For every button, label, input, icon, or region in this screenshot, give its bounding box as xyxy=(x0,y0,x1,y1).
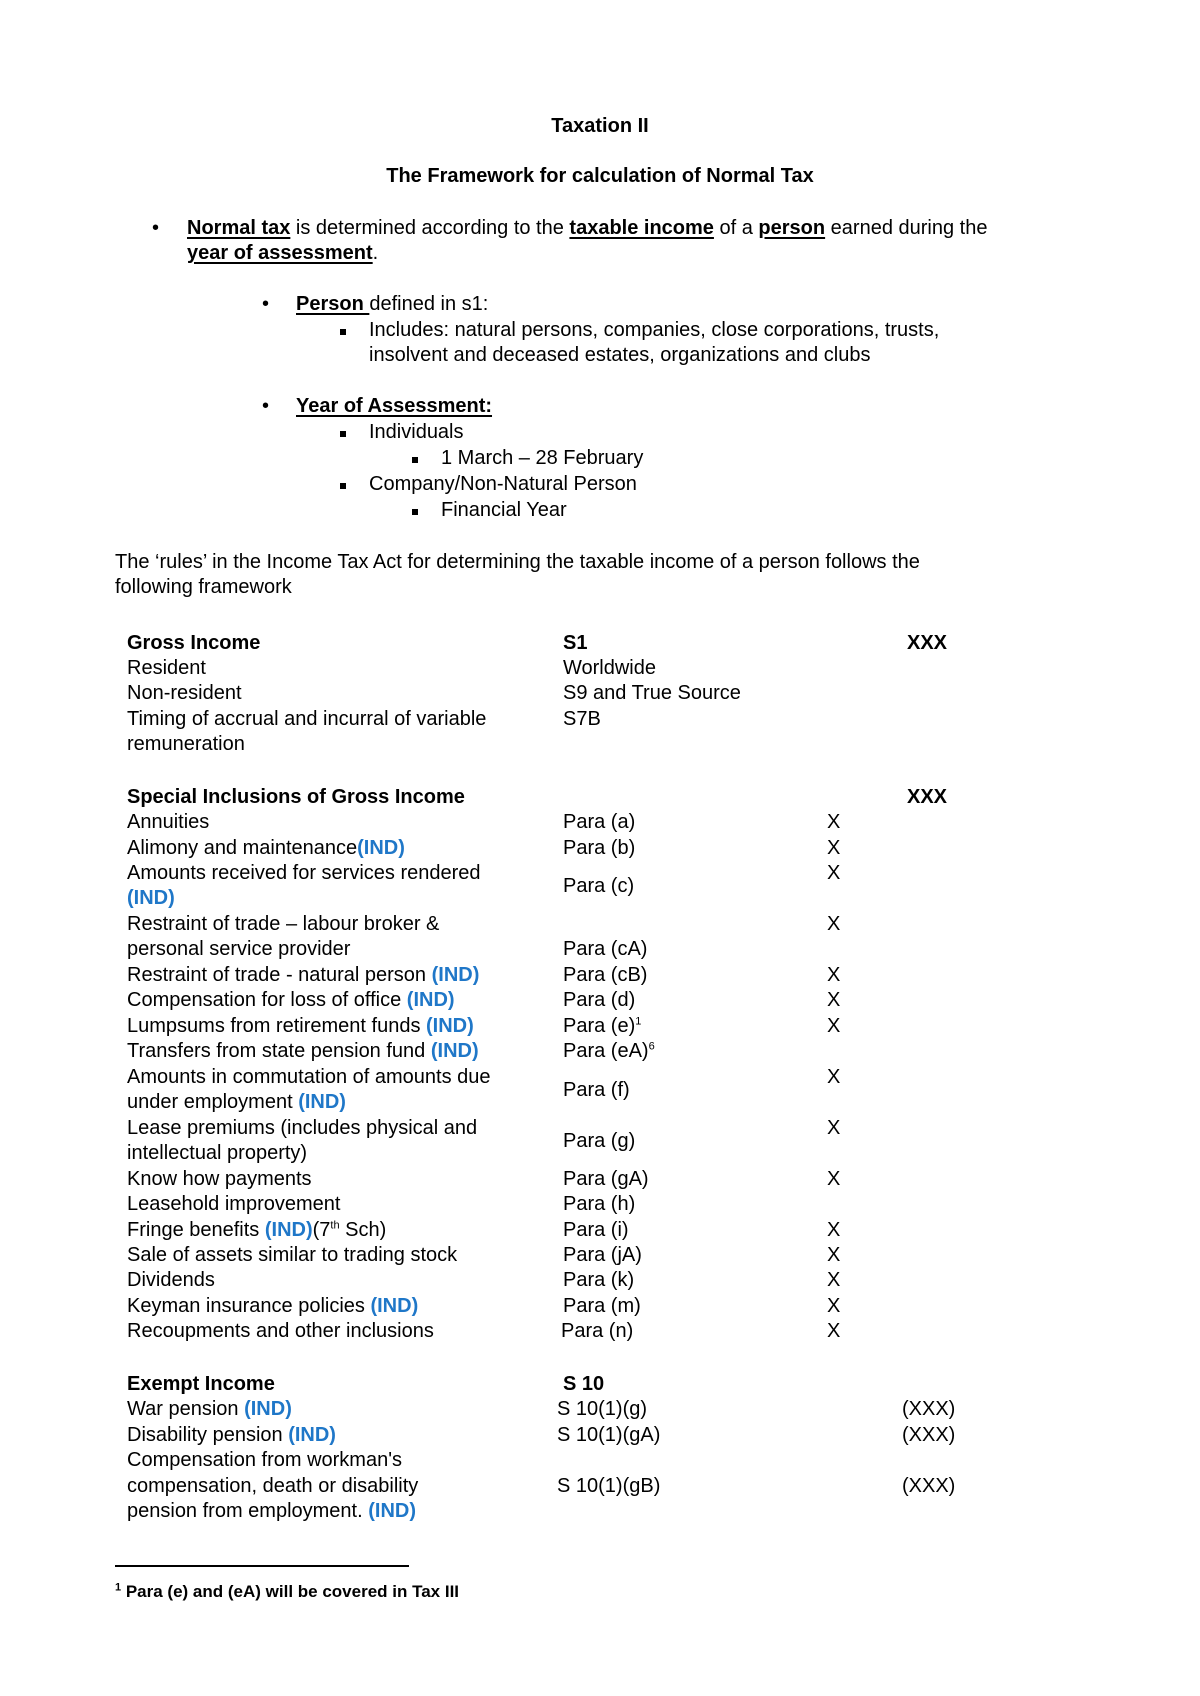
row-label xyxy=(127,988,455,1013)
yoa-individuals: Individuals xyxy=(369,421,464,443)
gross-income-heading: Gross Income xyxy=(127,632,261,654)
person-term: Person xyxy=(296,293,370,315)
ind-tag: (IND) xyxy=(431,964,480,986)
row-section: S 10(1)(gB) xyxy=(557,1475,661,1497)
row-section xyxy=(563,1039,655,1064)
row-section-text: Para (e) xyxy=(563,1015,636,1037)
row-mark: X xyxy=(827,1295,841,1317)
gross-income-amount: XXX xyxy=(907,632,948,654)
row-mark: X xyxy=(827,1117,841,1139)
ind-tag: (IND) xyxy=(298,1091,346,1113)
row-mark: X xyxy=(827,1168,841,1190)
exempt-income-section: S 10 xyxy=(563,1373,605,1395)
row-label: Non-resident xyxy=(127,682,242,704)
row-section: Para (g) xyxy=(563,1130,636,1152)
special-inclusions-heading: Special Inclusions of Gross Income xyxy=(127,786,465,808)
square-bullet xyxy=(412,457,418,463)
row-section: Para (c) xyxy=(563,875,635,897)
yoa-company-period: Financial Year xyxy=(441,499,567,521)
row-label-text: under employment xyxy=(127,1091,299,1113)
square-bullet xyxy=(412,509,418,515)
row-label-text: (7 xyxy=(312,1219,331,1241)
row-section: S7B xyxy=(563,708,601,730)
footnote-text: Para (e) and (eA) will be covered in Tax III xyxy=(121,1582,460,1601)
row-section: S 10(1)(g) xyxy=(557,1398,648,1420)
row-mark: X xyxy=(827,1219,841,1241)
row-label xyxy=(127,1397,292,1422)
row-label-text: pension from employment. xyxy=(127,1500,369,1522)
row-label: Dividends xyxy=(127,1269,215,1291)
row-mark: X xyxy=(827,811,841,833)
bullet-dot: • xyxy=(152,217,160,239)
ind-tag: (IND) xyxy=(368,1500,416,1522)
footnote-number: 1 xyxy=(115,1581,122,1594)
row-label: Sale of assets similar to trading stock xyxy=(127,1244,458,1266)
ind-tag: (IND) xyxy=(244,1398,292,1420)
row-mark: X xyxy=(827,964,841,986)
row-mark: X xyxy=(827,1320,841,1342)
row-label-text: Restraint of trade - natural person xyxy=(127,964,432,986)
row-label-text: Keyman insurance policies xyxy=(127,1295,371,1317)
row-label xyxy=(127,1014,474,1039)
row-label xyxy=(127,836,405,861)
bullet-dot: • xyxy=(262,293,270,315)
special-inclusions-amount: XXX xyxy=(907,786,948,808)
row-label xyxy=(127,1423,336,1448)
row-mark: X xyxy=(827,1015,841,1037)
bullet-dot: • xyxy=(262,395,270,417)
yoa-company: Company/Non-Natural Person xyxy=(369,473,637,495)
square-bullet xyxy=(340,431,346,437)
ind-tag: (IND) xyxy=(357,837,405,859)
row-label-text: Alimony and maintenance xyxy=(127,837,358,859)
row-label xyxy=(127,1499,416,1524)
row-section: Para (h) xyxy=(563,1193,636,1215)
row-label: intellectual property) xyxy=(127,1142,308,1164)
row-section-text: Para (eA) xyxy=(563,1040,649,1062)
intro-line-1 xyxy=(187,216,987,241)
row-amount: (XXX) xyxy=(902,1424,956,1446)
row-section: S9 and True Source xyxy=(563,682,741,704)
row-label: Timing of accrual and incurral of variable xyxy=(127,708,487,730)
row-label: Resident xyxy=(127,657,206,679)
footnote-ref[interactable]: 1 xyxy=(635,1015,642,1028)
intro-text: is determined according to the xyxy=(290,217,570,239)
row-section: Para (d) xyxy=(563,989,636,1011)
footnote-ref[interactable]: 6 xyxy=(648,1040,655,1053)
term-taxable-income: taxable income xyxy=(569,217,714,239)
intro-text: earned during the xyxy=(825,217,988,239)
row-label: Lease premiums (includes physical and xyxy=(127,1117,478,1139)
superscript: th xyxy=(330,1219,340,1232)
row-section xyxy=(563,1014,641,1039)
exempt-income-heading: Exempt Income xyxy=(127,1373,275,1395)
term-normal-tax: Normal tax xyxy=(187,217,291,239)
row-label: Compensation from workman's xyxy=(127,1449,403,1471)
person-includes-line-2: insolvent and deceased estates, organizations and clubs xyxy=(369,344,871,366)
term-person: person xyxy=(758,217,826,239)
row-mark: X xyxy=(827,1269,841,1291)
row-label: Recoupments and other inclusions xyxy=(127,1320,434,1342)
row-label xyxy=(127,1090,346,1115)
ind-tag: (IND) xyxy=(370,1295,419,1317)
intro-line-2 xyxy=(187,241,378,266)
gross-income-section: S1 xyxy=(563,632,588,654)
row-section: Para (m) xyxy=(563,1295,641,1317)
footnote xyxy=(115,1582,459,1602)
document-subtitle: The Framework for calculation of Normal Tax xyxy=(386,165,814,187)
row-label-text: Sch) xyxy=(339,1219,387,1241)
row-label xyxy=(127,1039,479,1064)
row-section: Para (n) xyxy=(561,1320,634,1342)
row-label xyxy=(127,963,479,988)
row-mark: X xyxy=(827,1066,841,1088)
row-label: Leasehold improvement xyxy=(127,1193,341,1215)
person-includes-line-1: Includes: natural persons, companies, close corporations, trusts, xyxy=(369,319,940,341)
row-label-text: Transfers from state pension fund xyxy=(127,1040,431,1062)
row-section: Para (cA) xyxy=(563,938,648,960)
ind-tag: (IND) xyxy=(426,1015,474,1037)
row-mark: X xyxy=(827,862,841,884)
row-label: Amounts received for services rendered xyxy=(127,862,481,884)
row-section: S 10(1)(gA) xyxy=(557,1424,661,1446)
footnote-separator xyxy=(115,1565,409,1567)
ind-tag: (IND) xyxy=(264,1219,313,1241)
row-mark: X xyxy=(827,989,841,1011)
row-label: remuneration xyxy=(127,733,245,755)
square-bullet xyxy=(340,329,346,335)
ind-tag: (IND) xyxy=(430,1040,479,1062)
row-section: Para (jA) xyxy=(563,1244,642,1266)
row-label: Know how payments xyxy=(127,1168,312,1190)
rules-paragraph-line-2: following framework xyxy=(115,576,292,598)
row-label-text: War pension xyxy=(127,1398,245,1420)
person-def: defined in s1: xyxy=(369,293,489,315)
ind-tag: (IND) xyxy=(127,887,175,909)
yoa-individuals-period: 1 March – 28 February xyxy=(441,447,644,469)
row-mark: X xyxy=(827,1244,841,1266)
person-heading xyxy=(296,292,488,317)
row-label xyxy=(127,1294,418,1319)
row-section: Para (f) xyxy=(563,1079,630,1101)
ind-tag: (IND) xyxy=(406,989,455,1011)
yoa-heading: Year of Assessment: xyxy=(296,395,493,417)
row-label: Restraint of trade – labour broker & xyxy=(127,913,440,935)
intro-text: of a xyxy=(713,217,759,239)
row-label: Annuities xyxy=(127,811,210,833)
term-year-of-assessment: year of assessment xyxy=(187,242,373,264)
square-bullet xyxy=(340,483,346,489)
intro-text: . xyxy=(372,242,379,264)
row-section: Para (b) xyxy=(563,837,636,859)
row-label-text: Compensation for loss of office xyxy=(127,989,407,1011)
document-title: Taxation II xyxy=(551,115,649,137)
row-amount: (XXX) xyxy=(902,1475,956,1497)
row-label: compensation, death or disability xyxy=(127,1475,419,1497)
rules-paragraph-line-1: The ‘rules’ in the Income Tax Act for determining the taxable income of a person follows the xyxy=(115,551,920,573)
row-section: Para (cB) xyxy=(563,964,648,986)
row-label xyxy=(127,1218,386,1243)
row-label: personal service provider xyxy=(127,938,351,960)
row-mark: X xyxy=(827,837,841,859)
row-section: Para (gA) xyxy=(563,1168,649,1190)
ind-tag: (IND) xyxy=(288,1424,336,1446)
row-section: Worldwide xyxy=(563,657,656,679)
row-section: Para (k) xyxy=(563,1269,635,1291)
row-label-text: Fringe benefits xyxy=(127,1219,265,1241)
row-label: Amounts in commutation of amounts due xyxy=(127,1066,491,1088)
row-section: Para (a) xyxy=(563,811,636,833)
row-label-text: Lumpsums from retirement funds xyxy=(127,1015,426,1037)
row-mark: X xyxy=(827,913,841,935)
row-amount: (XXX) xyxy=(902,1398,956,1420)
row-label-text: Disability pension xyxy=(127,1424,289,1446)
row-section: Para (i) xyxy=(563,1219,629,1241)
